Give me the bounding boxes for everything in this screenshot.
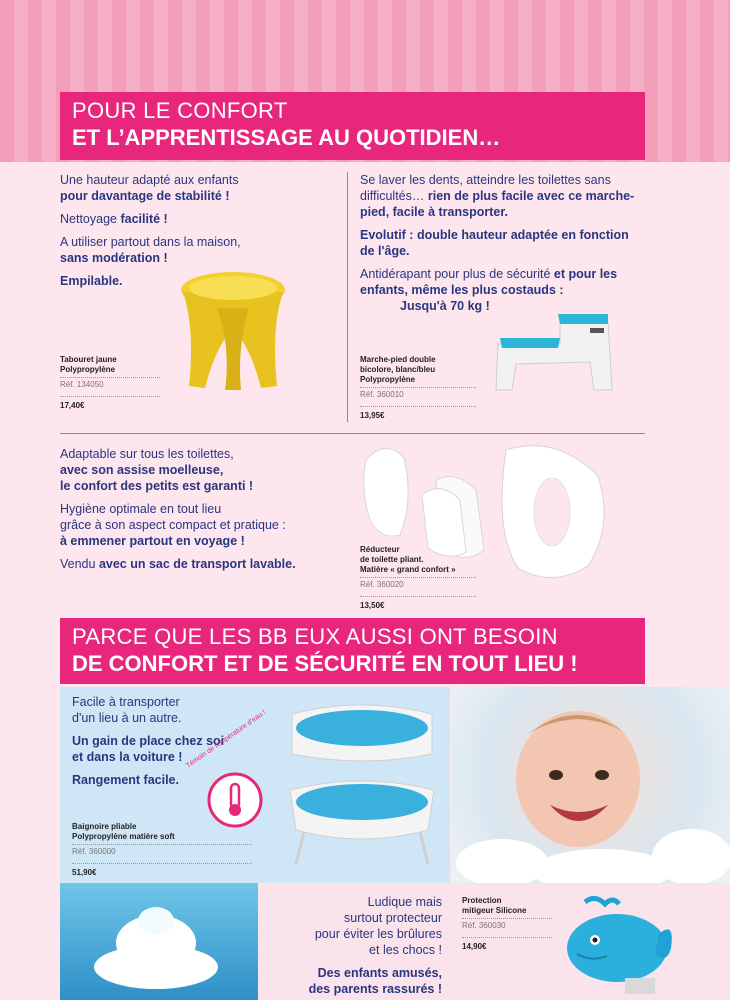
whale-faucet-protector-image bbox=[555, 890, 675, 996]
reducer-text-bold: avec un sac de transport lavable. bbox=[98, 557, 296, 571]
section1-title-line2: ET L’APPRENTISSAGE AU QUOTIDIEN… bbox=[72, 125, 501, 150]
reducer-text: Adaptable sur tous les toilettes, bbox=[60, 447, 234, 461]
reducer-material: Matière « grand confort » bbox=[360, 565, 456, 574]
bath-product-info bbox=[72, 822, 252, 878]
step-text-bold: Jusqu'à 70 kg ! bbox=[400, 299, 490, 313]
stool-ref: Réf. 134050 bbox=[60, 377, 160, 390]
reducer-name-2: de toilette pliant. bbox=[360, 555, 424, 564]
faucet-product-info bbox=[462, 896, 552, 952]
faucet-price: 14,90€ bbox=[462, 937, 552, 952]
stool-text-bold: pour davantage de stabilité ! bbox=[60, 189, 230, 203]
bath-text-bold: Un gain de place chez soi bbox=[72, 734, 225, 748]
stool-material: Polypropylène bbox=[60, 365, 116, 374]
stool-text-bold: facilité ! bbox=[120, 212, 168, 226]
bath-text-bold: et dans la voiture ! bbox=[72, 750, 183, 764]
step-text-bold: enfants, même les plus costauds : bbox=[360, 283, 564, 297]
reducer-product-info bbox=[360, 545, 476, 611]
step-ref: Réf. 360010 bbox=[360, 387, 476, 400]
faucet-text: Ludique mais bbox=[367, 895, 442, 909]
reducer-description bbox=[60, 446, 350, 579]
section2-title-line2: DE CONFORT ET DE SÉCURITÉ EN TOUT LIEU ! bbox=[72, 651, 578, 676]
reducer-text-bold: à emmener partout en voyage ! bbox=[60, 534, 245, 548]
step-name: Marche-pied double bbox=[360, 355, 436, 364]
reducer-text: grâce à son aspect compact et pratique : bbox=[60, 518, 286, 532]
reducer-ref: Réf. 360020 bbox=[360, 577, 476, 590]
bath-price: 51,90€ bbox=[72, 863, 252, 878]
faucet-text: pour éviter les brûlures bbox=[314, 927, 442, 941]
step-text: Antidérapant pour plus de sécurité bbox=[360, 267, 554, 281]
stool-text: A utiliser partout dans la maison, bbox=[60, 235, 241, 249]
reducer-text: Hygiène optimale en tout lieu bbox=[60, 502, 222, 516]
bath-text: d'un lieu à un autre. bbox=[72, 711, 182, 725]
stool-product-info bbox=[60, 355, 160, 411]
smiling-baby-image bbox=[452, 687, 730, 883]
faucet-name: Protection bbox=[462, 896, 502, 905]
step-name-2: bicolore, blanc/bleu bbox=[360, 365, 436, 374]
bath-ref: Réf. 360000 bbox=[72, 844, 252, 857]
section2-banner bbox=[60, 618, 645, 684]
temperature-indicator-label: Témoin de température d'eau ! bbox=[185, 709, 268, 770]
step-text-bold: de l'âge. bbox=[360, 244, 410, 258]
foam-photo bbox=[60, 883, 258, 1000]
yellow-stool-image bbox=[165, 268, 295, 398]
faucet-material: mitigeur Silicone bbox=[462, 906, 527, 915]
bath-material: Polypropylène matière soft bbox=[72, 832, 175, 841]
stool-name: Tabouret jaune bbox=[60, 355, 117, 364]
section1-title-line1: POUR LE CONFORT bbox=[72, 98, 288, 123]
stool-text-bold: Empilable. bbox=[60, 274, 123, 288]
faucet-text: surtout protecteur bbox=[344, 911, 442, 925]
stool-text-bold: sans modération ! bbox=[60, 251, 168, 265]
reducer-text-bold: avec son assise moelleuse, bbox=[60, 463, 224, 477]
bath-name: Baignoire pliable bbox=[72, 822, 137, 831]
thermometer-icon bbox=[195, 760, 265, 830]
reducer-price: 13,50€ bbox=[360, 596, 476, 611]
step-text-bold: et pour les bbox=[553, 267, 618, 281]
step-product-info bbox=[360, 355, 476, 421]
faucet-text-bold: des parents rassurés ! bbox=[308, 982, 442, 996]
step-text: Se laver les dents, atteindre les toilettes sans bbox=[360, 173, 611, 187]
foam-image bbox=[60, 883, 258, 1000]
section1-banner bbox=[60, 92, 645, 160]
faucet-text-bold: Des enfants amusés, bbox=[317, 966, 442, 980]
step-text-bold: Evolutif : double hauteur adaptée en fonction bbox=[360, 228, 629, 242]
stool-text: Une hauteur adapté aux enfants bbox=[60, 173, 239, 187]
faucet-text: et les chocs ! bbox=[369, 943, 442, 957]
faucet-description bbox=[262, 894, 442, 1000]
folding-bathtub-image bbox=[282, 698, 442, 868]
step-price: 13,95€ bbox=[360, 406, 476, 421]
step-text-bold: pied, facile à transporter. bbox=[360, 205, 508, 219]
horizontal-divider bbox=[60, 433, 645, 434]
step-description bbox=[360, 172, 650, 321]
reducer-text-bold: le confort des petits est garanti ! bbox=[60, 479, 254, 493]
baby-photo bbox=[452, 687, 730, 883]
step-stool-image bbox=[490, 302, 620, 394]
reducer-name: Réducteur bbox=[360, 545, 400, 554]
stool-price: 17,40€ bbox=[60, 396, 160, 411]
bath-text: Facile à transporter bbox=[72, 695, 180, 709]
step-text-bold: rien de plus facile avec ce marche- bbox=[427, 189, 635, 203]
bath-text-bold: Rangement facile. bbox=[72, 773, 179, 787]
faucet-ref: Réf. 360030 bbox=[462, 918, 552, 931]
step-text: difficultés… bbox=[360, 189, 428, 203]
stool-text: Nettoyage bbox=[60, 212, 121, 226]
vertical-divider bbox=[347, 172, 348, 422]
reducer-text: Vendu bbox=[60, 557, 99, 571]
step-material: Polypropylène bbox=[360, 375, 416, 384]
section2-title-line1: PARCE QUE LES BB EUX AUSSI ONT BESOIN bbox=[72, 624, 558, 649]
